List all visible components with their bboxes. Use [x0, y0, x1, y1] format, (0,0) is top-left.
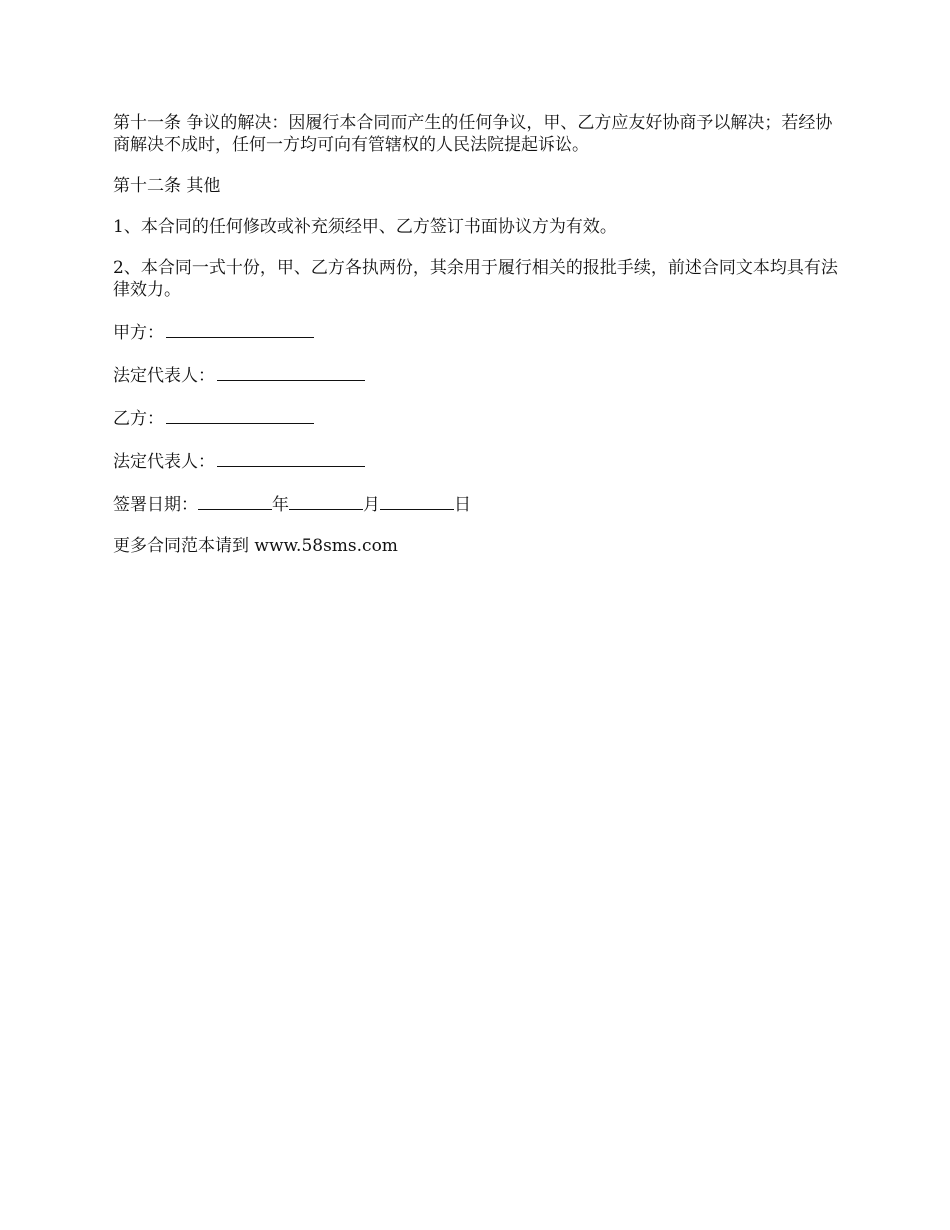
- party-b-row: [113, 406, 839, 430]
- legal-rep-a-signature-line: [217, 363, 365, 381]
- day-label: 日: [454, 495, 471, 515]
- legal-rep-b-row: [113, 449, 839, 473]
- clause-2-paragraph: 2、本合同一式十份，甲、乙方各执两份，其余用于履行相关的报批手续，前述合同文本均具有法律效力。: [113, 258, 838, 300]
- year-blank-line: [198, 492, 272, 510]
- article-12-title: 第十二条 其他: [113, 176, 221, 196]
- clause-1-paragraph: 1、本合同的任何修改或补充须经甲、乙方签订书面协议方为有效。: [113, 217, 617, 237]
- day-blank-line: [380, 492, 454, 510]
- sign-date-label: 签署日期：: [113, 495, 198, 515]
- party-a-row: [113, 320, 839, 344]
- legal-rep-b-signature-line: [217, 449, 365, 467]
- article-11-paragraph: 第十一条 争议的解决：因履行本合同而产生的任何争议，甲、乙方应友好协商予以解决；若经协商解决不成时，任何一方均可向有管辖权的人民法院提起诉讼。: [113, 113, 833, 155]
- year-label: 年: [272, 495, 289, 515]
- party-a-label: 甲方：: [113, 323, 164, 343]
- legal-rep-b-label: 法定代表人：: [113, 452, 215, 472]
- sign-date-row: [113, 492, 839, 516]
- document-page: [113, 112, 839, 576]
- month-blank-line: [289, 492, 363, 510]
- party-b-signature-line: [166, 406, 314, 424]
- party-a-signature-line: [166, 320, 314, 338]
- month-label: 月: [363, 495, 380, 515]
- party-b-label: 乙方：: [113, 409, 164, 429]
- legal-rep-a-label: 法定代表人：: [113, 366, 215, 386]
- legal-rep-a-row: [113, 363, 839, 387]
- footer-note: 更多合同范本请到 www.58sms.com: [113, 536, 398, 556]
